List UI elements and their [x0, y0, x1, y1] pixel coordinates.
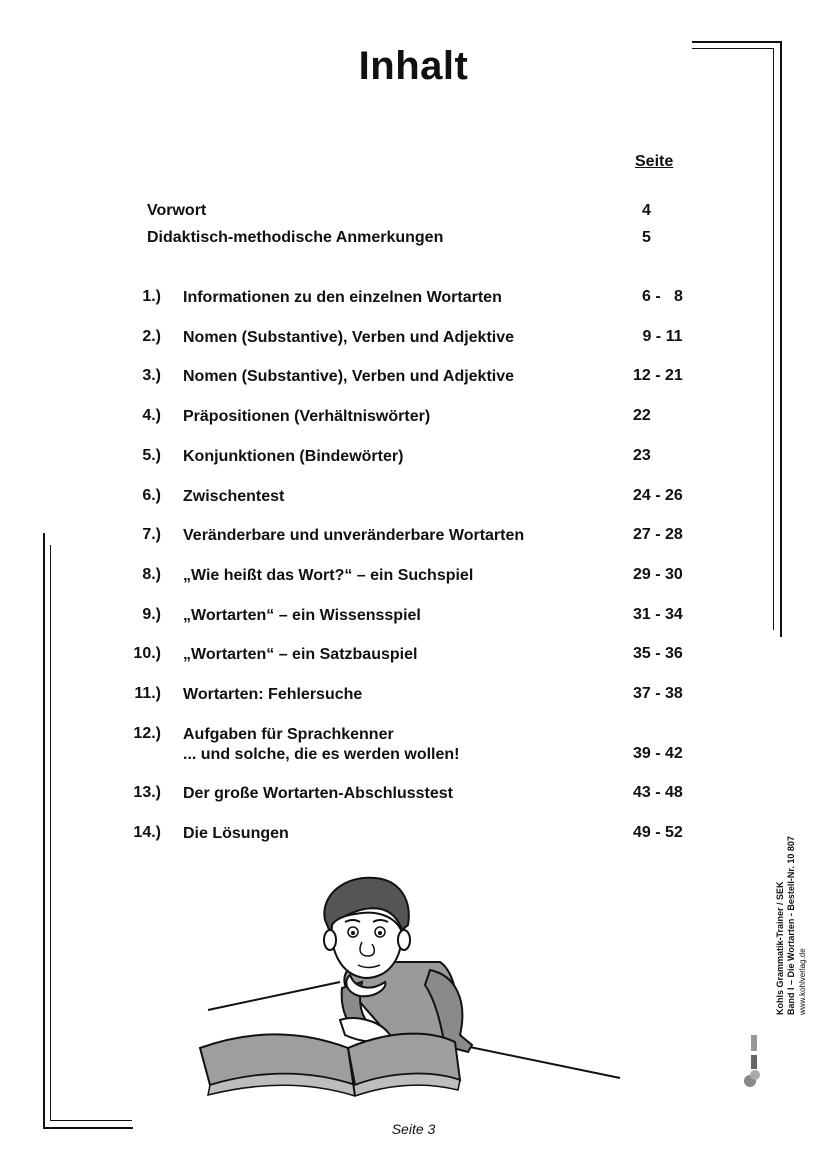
- toc-pages: 31 - 34: [633, 606, 683, 623]
- page-column-header: Seite: [635, 153, 674, 170]
- frame-top-right-h2: [692, 48, 774, 49]
- toc-row: [0, 328, 827, 350]
- imprint-line-volume: Band I – Die Wortarten - Bestell-Nr. 10 807: [786, 836, 796, 1015]
- toc-number: 10.): [133, 645, 161, 662]
- toc-number: 2.): [142, 328, 161, 345]
- toc-text: Präpositionen (Verhältniswörter): [183, 408, 431, 425]
- toc-text: „Wortarten“ – ein Satzbauspiel: [183, 646, 418, 663]
- toc-page: 4: [642, 202, 651, 219]
- toc-pages: 37 - 38: [633, 685, 683, 702]
- toc-number: 13.): [133, 784, 161, 801]
- toc-number: 7.): [142, 526, 161, 543]
- toc-pages: 27 - 28: [633, 526, 683, 543]
- toc-number: 6.): [142, 487, 161, 504]
- toc-row: [0, 407, 827, 429]
- toc-row: [0, 526, 827, 548]
- page-number-footer: Seite 3: [391, 1121, 436, 1137]
- toc-number: 3.): [142, 367, 161, 384]
- toc-pages: 43 - 48: [633, 784, 683, 801]
- toc-text: Der große Wortarten-Abschlusstest: [183, 785, 453, 802]
- toc-row: [0, 566, 827, 588]
- toc-text: Nomen (Substantive), Verben und Adjektive: [183, 329, 515, 346]
- imprint-line-website: www.kohlverlag.de: [798, 948, 807, 1015]
- toc-number: 4.): [142, 407, 161, 424]
- frame-top-right-h1: [692, 41, 782, 43]
- boy-reading-illustration: [190, 870, 630, 1115]
- toc-text: Veränderbare und unveränderbare Wortarten: [183, 527, 525, 544]
- toc-number: 5.): [142, 447, 161, 464]
- toc-text: Zwischentest: [183, 488, 285, 505]
- toc-row: [0, 645, 827, 667]
- toc-text: Aufgaben für Sprachkenner: [183, 726, 394, 743]
- toc-row: [0, 725, 827, 769]
- toc-row: [0, 288, 827, 310]
- page-title: Inhalt: [358, 44, 469, 88]
- toc-pages: 22: [633, 407, 651, 424]
- toc-label: Didaktisch-methodische Anmerkungen: [147, 229, 444, 246]
- toc-pages: 23: [633, 447, 651, 464]
- toc-text: Wortarten: Fehlersuche: [183, 686, 363, 703]
- toc-number: 8.): [142, 566, 161, 583]
- toc-number: 11.): [134, 685, 161, 702]
- toc-label: Vorwort: [147, 202, 207, 219]
- toc-pages: 12 - 21: [633, 367, 683, 384]
- toc-text: Konjunktionen (Bindewörter): [183, 448, 404, 465]
- toc-text: Nomen (Substantive), Verben und Adjektive: [183, 368, 515, 385]
- toc-pages: 9 - 11: [638, 328, 683, 345]
- toc-row: [0, 606, 827, 628]
- toc-text: Informationen zu den einzelnen Wortarten: [183, 289, 502, 306]
- toc-number: 1.): [142, 288, 161, 305]
- toc-text-continued: ... und solche, die es werden wollen!: [183, 746, 460, 763]
- toc-row: [0, 447, 827, 469]
- publisher-logo-icon: [742, 1025, 762, 1090]
- toc-number: 9.): [142, 606, 161, 623]
- toc-number: 12.): [133, 725, 161, 742]
- toc-row: [0, 367, 827, 389]
- toc-number: 14.): [133, 824, 161, 841]
- toc-row: [0, 824, 827, 846]
- toc-pages: 29 - 30: [633, 566, 683, 583]
- toc-text: „Wie heißt das Wort?“ – ein Suchspiel: [183, 567, 474, 584]
- toc-row: [0, 784, 827, 806]
- toc-pages: 39 - 42: [633, 745, 683, 762]
- imprint-line-series: Kohls Grammatik-Trainer / SEK: [775, 881, 785, 1015]
- toc-text: „Wortarten“ – ein Wissensspiel: [183, 607, 421, 624]
- toc-pages: 35 - 36: [633, 645, 683, 662]
- toc-text: Die Lösungen: [183, 825, 289, 842]
- toc-pages: 49 - 52: [633, 824, 683, 841]
- toc-pages: 6 - 8: [642, 288, 683, 305]
- toc-row: [0, 487, 827, 509]
- publisher-imprint: [775, 775, 808, 1015]
- toc-page: 5: [642, 229, 651, 246]
- toc-pages: 24 - 26: [633, 487, 683, 504]
- toc-row: [0, 685, 827, 707]
